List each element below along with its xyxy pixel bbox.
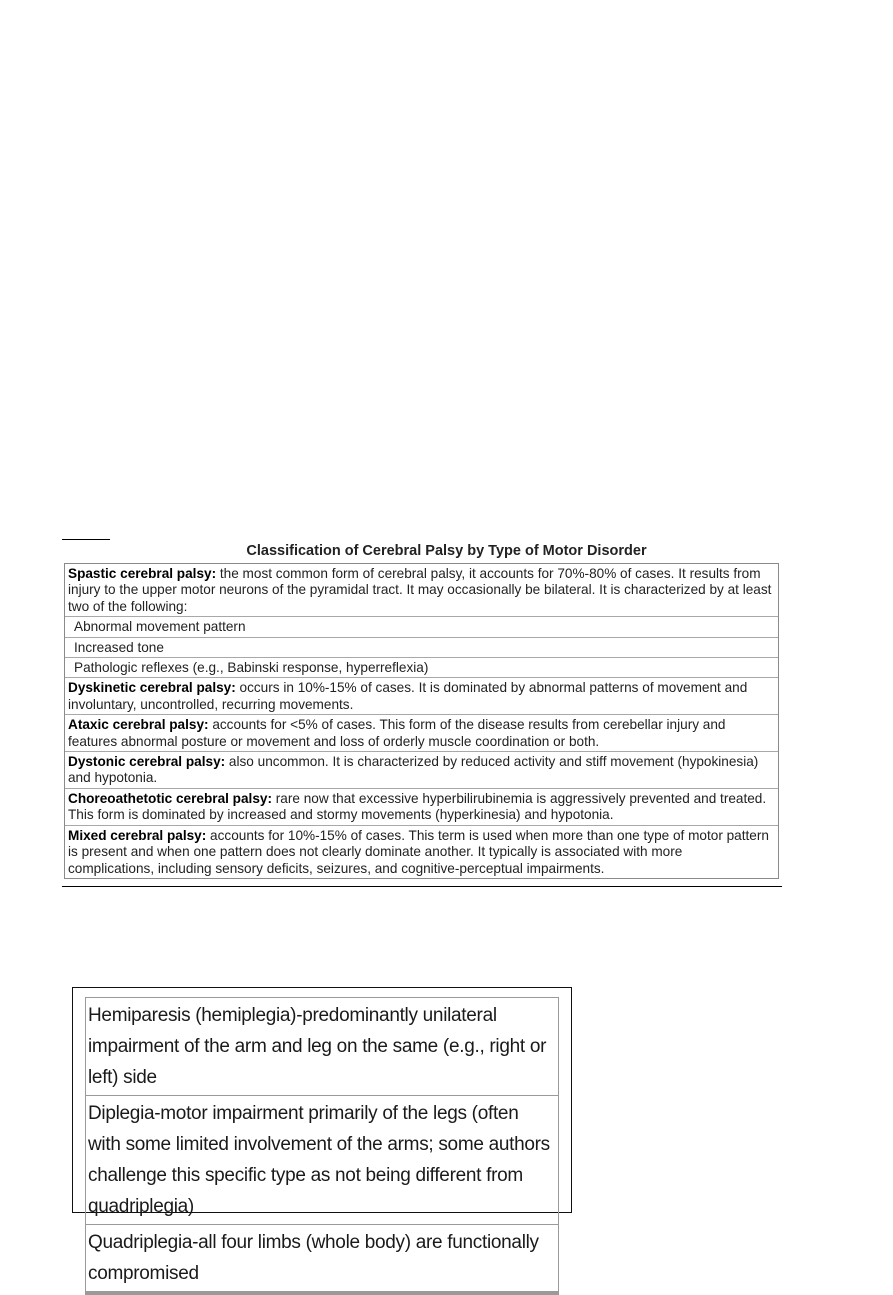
table-title: Classification of Cerebral Palsy by Type of Motor Disorder [246, 543, 647, 559]
table-row [65, 564, 778, 617]
table-row [65, 752, 778, 789]
table-row: Hemiparesis (hemiplegia)-predominantly unilateral impairment of the arm and leg on the same (e.g., right or left) side [86, 998, 558, 1096]
table-row [65, 715, 778, 752]
table-row [65, 789, 778, 826]
table-bottom-rule [62, 886, 782, 887]
table-row [65, 617, 778, 637]
row-text: Abnormal movement pattern [74, 619, 246, 635]
row-term: Spastic cerebral palsy: [68, 566, 217, 581]
row-term: Dyskinetic cerebral palsy: [68, 680, 236, 696]
table-row [65, 638, 778, 658]
classification-table [64, 563, 779, 879]
row-text: Pathologic reflexes (e.g., Babinski response, hyperreflexia) [74, 660, 429, 676]
row-text: occurs in 10%-15% of cases. It is dominated by abnormal patterns of movement and involuntary, uncontrolled, recurring movements. [68, 680, 748, 712]
table-row: Quadriplegia-all four limbs (whole body) are functionally compromised [88, 1232, 539, 1284]
row-text: rare now that excessive hyperbilirubinemia is aggressively prevented and treated. This form is dominated by increased and stormy movements (hyperkinesia) and hypotonia. [68, 790, 767, 823]
table-row: Diplegia-motor impairment primarily of the legs (often with some limited involvement of the arms; some authors challenge this specific type as not being different from quadriplegia) [86, 1096, 558, 1225]
row-text: also uncommon. It is characterized by reduced activity and stiff movement (hypokinesia) and hypotonia. [68, 754, 759, 786]
topography-table [85, 997, 559, 1295]
table-row [65, 826, 778, 878]
table-row [65, 678, 778, 715]
row-text: the most common form of cerebral palsy, it accounts for 70%-80% of cases. It results from injury to the upper motor neurons of the pyramidal tract. It may occasionally be bilateral. It is characterized by at least two of the following: [68, 566, 772, 614]
row-term: Ataxic cerebral palsy: [68, 717, 209, 733]
row-term: Mixed cerebral palsy: [68, 827, 207, 843]
row-text: Increased tone [74, 639, 164, 655]
topography-box [72, 987, 572, 1284]
top-short-rule [62, 539, 110, 540]
table-row [65, 658, 778, 678]
row-term: Choreoathetotic cerebral palsy: [68, 790, 272, 806]
row-text: accounts for <5% of cases. This form of the disease results from cerebellar injury and features abnormal posture or movement and loss of orderly muscle coordination or both. [68, 717, 726, 749]
row-term: Dystonic cerebral palsy: [68, 754, 226, 770]
row-text: accounts for 10%-15% of cases. This term is used when more than one type of motor pattern is present and when one pattern does not clearly dominate another. It typically is associated with more complications, including sensory deficits, seizures, and cognitive-perceptual impairments. [68, 827, 769, 876]
